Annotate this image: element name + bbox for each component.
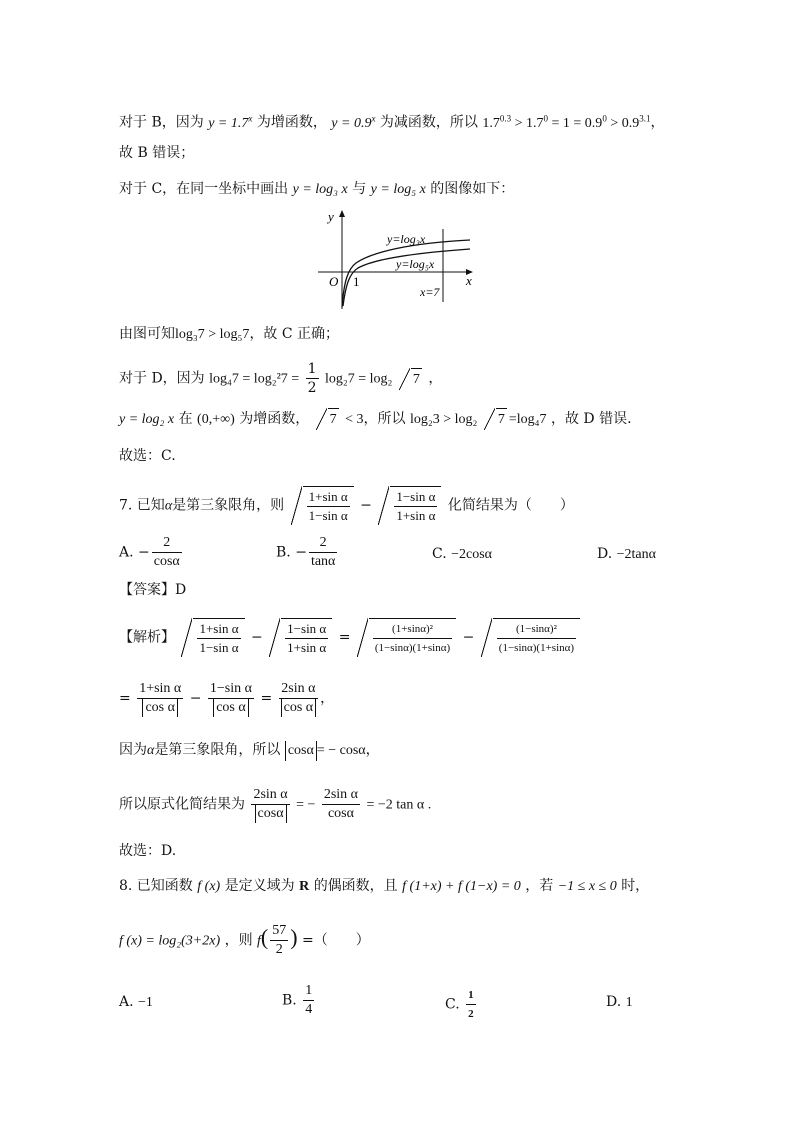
section-d-choose: 故选：C. (119, 448, 176, 464)
sqrt-frac-1: $\frac{\text{1+sin α}}{\text{1−sin α}}$ (291, 486, 354, 525)
q7-choose: 故选：D. (119, 843, 177, 859)
q7-analysis-line2: = $\frac{\text{1+sin α}}{\text{cos α}}$ − $\frac{\text{1−sin α}}{\text{cos α}}$ = $\frac{\text{2sin α}}{\text{cos α}}$ ， (119, 681, 335, 715)
formula: y = log₃ x (292, 182, 348, 197)
y-axis-label: y (328, 209, 334, 224)
sqrt-frac-2: $\frac{\text{1−sin α}}{\text{1+sin α}}$ (269, 618, 332, 657)
formula: log₂7 = log₂ (325, 371, 393, 387)
formula: log₃7 > log₅7 (175, 327, 250, 342)
q7-stem: 7. 已知α是第三象限角，则 $\frac{\text{1+sin α}}{\text{1−sin α}}$ − $\frac{\text{1−sin α}}{\text{1+sin α}}$ 化简结果为（ ） (119, 486, 574, 525)
interval: (0,+∞) (197, 412, 235, 427)
q7-analysis-line1: 【解析】 $\frac{\text{1+sin α}}{\text{1−sin α}}$ − $\frac{\text{1−sin α}}{\text{1+sin α}}$ = $\frac{\text{(1+sinα)²}}{(1-\sin\alpha)(1+\sin\alpha)}$ − $\frac{\text{(1−sinα)²}}{(1-\sin\alpha)(1+\sin\alpha)}$ (119, 618, 582, 657)
y-axis-arrow (339, 210, 345, 217)
fraction-half: $\frac{1}{2}$ (307, 361, 317, 396)
sqrt-frac-3: $\frac{\text{(1+sinα)²}}{(1-\sin\alpha)(1+\sin\alpha)}$ (357, 618, 456, 657)
section-c-line1: 对于 C，在同一坐标中画出 y = log₃ x 与 y = log₅ x 的图像如下： (119, 181, 515, 197)
sqrt-frac-2: $\frac{\text{1−sin α}}{\text{1+sin α}}$ (378, 486, 441, 525)
text: 为增函数， (256, 114, 327, 131)
formula: log₂3 > log₂ (409, 412, 478, 427)
section-b-line1: 对于 B，因为 $y = 1.7^x$ 为增函数， $y = 0.9^x$ 为减函数，所以 $1.7^{0.3} > 1.7^0 = 1 = 0.9^0 > 0.9^{3.1}$， (119, 113, 665, 131)
log-graph (310, 207, 485, 312)
q7-analysis-line3: 因为α是第三象限角，所以 cosα = − cosα， (119, 740, 380, 761)
curve2-label: y=log₅x (396, 257, 435, 271)
text: 为减函数，所以 (379, 114, 478, 131)
formula: log₄7 = log₂²7 = (209, 371, 300, 387)
q7-option-c: C. −2cosα (432, 546, 493, 562)
vline-label: x=7 (420, 285, 440, 299)
section-c-conclusion: 由图可知log₃7 > log₅7，故 C 正确； (119, 326, 340, 342)
x-axis-label: x (466, 273, 472, 288)
q7-option-d: D. −2tanα (597, 546, 656, 562)
sqrt-frac-1: $\frac{\text{1+sin α}}{\text{1−sin α}}$ (181, 618, 244, 657)
curve1-label: y=log₃x (387, 232, 426, 246)
formula: y = log₂ x (119, 412, 175, 427)
section-d-line1: 对于 D，因为 log₄7 = log₂²7 = $\frac{1}{2}$ log₂7 = log₂ 7 ， (119, 361, 443, 396)
sqrt-frac-4: $\frac{\text{(1−sinα)²}}{(1-\sin\alpha)(1+\sin\alpha)}$ (481, 618, 580, 657)
q8-line2: f (x) = log₂(3+2x) ，则 f( $\frac{57}{2}$ ) =（ ） (119, 923, 370, 957)
q8-stem: 8. 已知函数 f (x) 是定义域为 R 的偶函数，且 f (1+x) + f (1−x) = 0 ，若 −1 ≤ x ≤ 0 时， (119, 878, 650, 894)
q7-answer: 【答案】D (119, 582, 187, 598)
origin-label: O (329, 274, 339, 289)
q8-option-b: B. $\frac{1}{4}$ (282, 983, 313, 1017)
formula: $y = 0.9^x$ (331, 113, 376, 131)
formula: y = log₅ x (370, 182, 426, 197)
q7-option-a: A. − $\frac{2}{\cos\alpha}$ (119, 535, 180, 569)
q7-analysis-line4: 所以原式化简结果为 $\frac{\text{2sin α}}{\cos\alpha}$ = − $\frac{\text{2sin α}}{\cos\alpha}$ = −2 tan α . (119, 787, 432, 821)
formula: $y = 1.7^x$ (208, 113, 253, 131)
section-d-line2: y = log₂ x 在 (0,+∞) 为增函数， 7 < 3，所以 log₂3 > log₂ 7 =log₄7 ，故 D 错误. (119, 408, 632, 430)
sqrt-7: 7 (399, 368, 422, 390)
sqrt-7: 7 (484, 408, 507, 430)
q7-option-b: B. − $\frac{2}{\tan\alpha}$ (276, 535, 336, 569)
q8-option-a: A. −1 (119, 994, 153, 1010)
tick-one-label: 1 (353, 274, 360, 289)
q8-option-d: D. 1 (606, 994, 633, 1010)
text: 对于 B，因为 (119, 114, 204, 131)
section-b-line2: 故 B 错误； (119, 145, 195, 161)
sqrt-7: 7 (316, 408, 339, 430)
inequality-chain: $1.7^{0.3} > 1.7^0 = 1 = 0.9^0 > 0.9^{3.1}$ (482, 113, 651, 131)
q8-option-c: C. $\frac{1}{2}$ (445, 986, 478, 1023)
